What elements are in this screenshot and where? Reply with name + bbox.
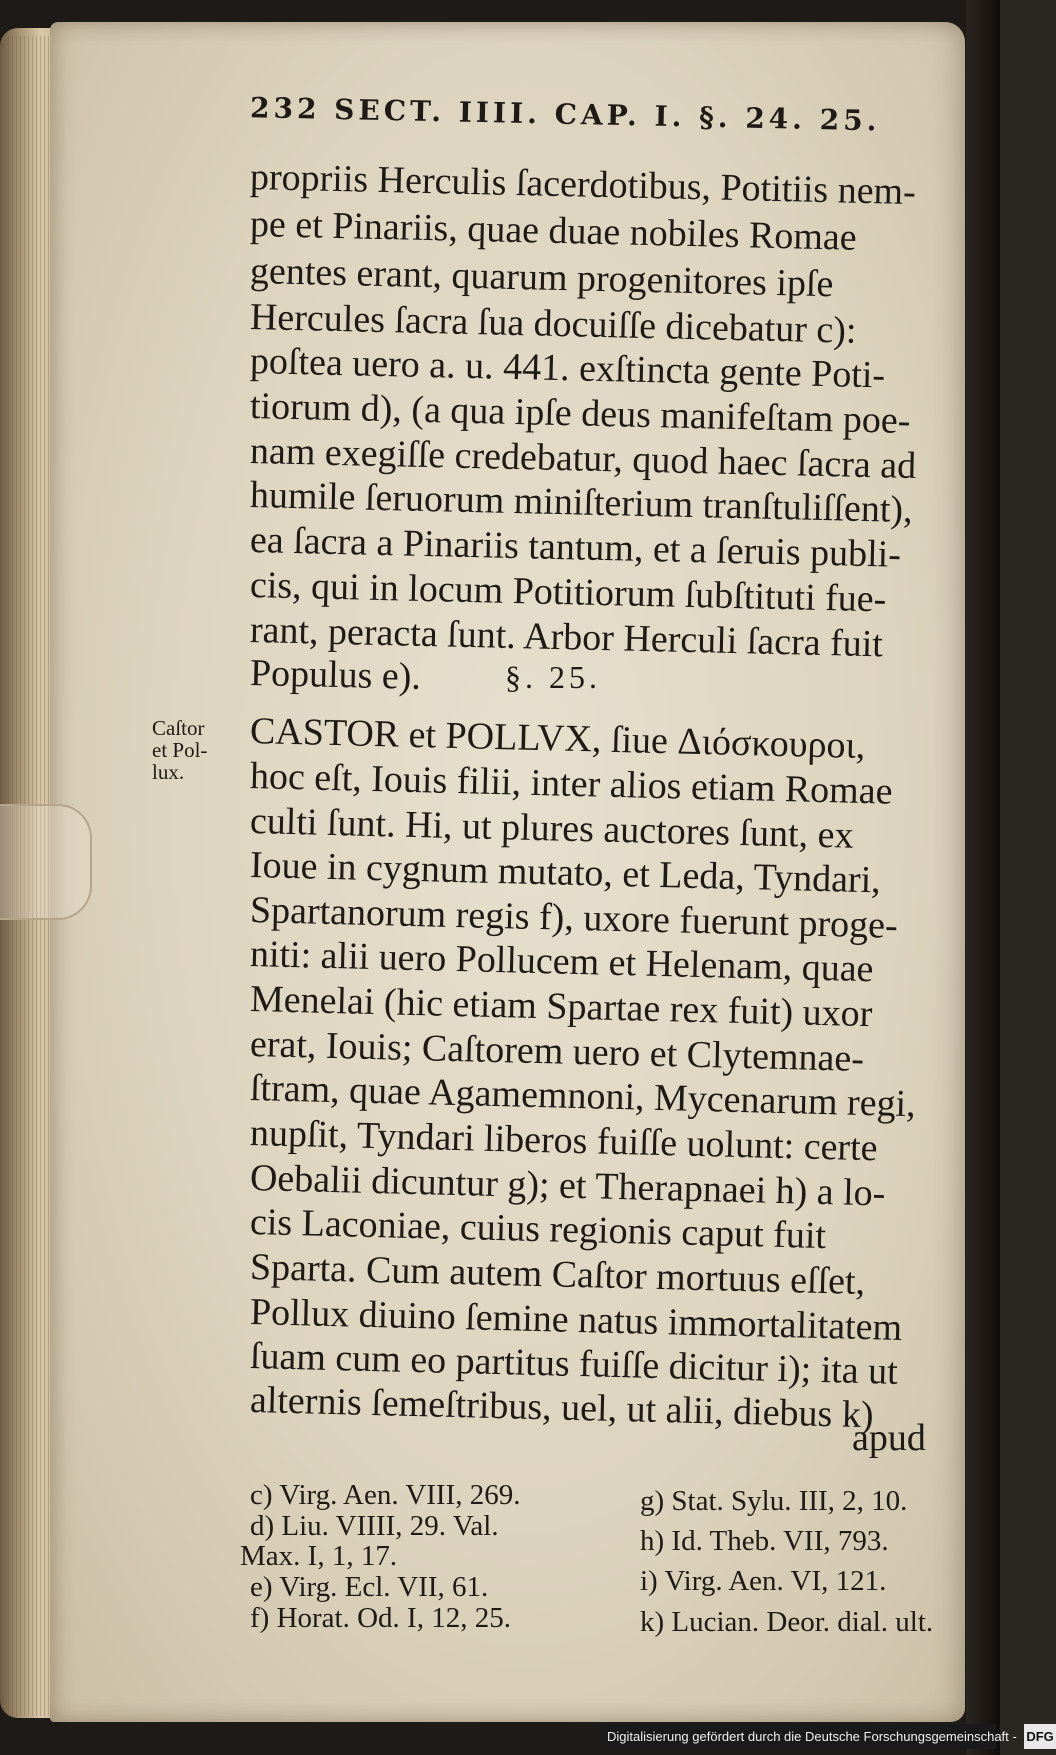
footnote-left: f) Horat. Od. I, 12, 25. [250, 1602, 511, 1634]
body-line: nam exegiſſe credebatur, quod haec ſacra ad [249, 430, 917, 488]
body-line: gentes erant, quarum progenitores ipſe [249, 250, 834, 306]
footnote-right: g) Stat. Sylu. III, 2, 10. [640, 1485, 908, 1517]
section-body-line: alternis ſemeſtribus, uel, ut alii, diebus k) [249, 1379, 875, 1437]
section-body-line: erat, Iouis; Caſtorem uero et Clytemnae- [249, 1023, 865, 1080]
footnote-left: Max. I, 1, 17. [240, 1540, 398, 1572]
footnote-left: d) Liu. VIIII, 29. Val. [250, 1510, 499, 1542]
body-line: propriis Herculis ſacerdotibus, Potitiis nem- [249, 156, 917, 214]
section-body-line: Pollux diuino ſemine natus immortalitatem [249, 1291, 903, 1349]
body-line: ea ſacra a Pinariis tantum, et a ſeruis publi- [249, 519, 902, 576]
footnote-left: c) Virg. Aen. VIII, 269. [250, 1479, 521, 1511]
section-body-line: CASTOR et POLLVX, ſiue Διόσκουροι, [249, 710, 866, 768]
section-body-line: hoc eſt, Iouis filii, inter alios etiam Romae [249, 755, 894, 813]
section-body-line: Spartanorum regis f), uxore fuerunt proge- [249, 889, 899, 947]
section-body-line: niti: alii uero Pollucem et Helenam, quae [249, 933, 874, 991]
body-line: Populus e). [249, 652, 422, 698]
section-body-line: ſuam cum eo partitus fuiſſe dicitur i); ita ut [249, 1335, 899, 1393]
catchword: apud [852, 1417, 926, 1459]
section-body-line: nupſit, Tyndari liberos fuiſſe uolunt: certe [249, 1112, 879, 1170]
section-body-line: culti ſunt. Hi, ut plures auctores ſunt, ex [249, 800, 855, 857]
footnote-left: e) Virg. Ecl. VII, 61. [250, 1571, 489, 1603]
dfg-logo: DFG [1024, 1724, 1055, 1749]
footnote-right: h) Id. Theb. VII, 793. [640, 1525, 889, 1557]
section-body-line: cis Laconiae, cuius regionis caput fuit [249, 1201, 827, 1258]
body-line: tiorum d), (a qua ipſe deus manifeſtam poe- [249, 385, 911, 442]
body-line: poſtea uero a. u. 441. exſtincta gente Poti- [249, 340, 886, 397]
running-header: 232 SECT. IIII. CAP. I. §. 24. 25. [249, 91, 881, 138]
body-line: pe et Pinariis, quae duae nobiles Romae [249, 203, 858, 259]
section-body-line: ſtram, quae Agamemnoni, Mycenarum regi, [249, 1067, 917, 1126]
section-body-line: Menelai (hic etiam Spartae rex fuit) uxor [249, 978, 873, 1036]
section-body-line: Ioue in cygnum mutato, et Leda, Tyndari, [249, 844, 882, 902]
body-line: rant, peracta ſunt. Arbor Herculi ſacra fuit [249, 609, 884, 666]
digitization-credit [601, 1724, 1054, 1749]
section-body-line: Sparta. Cum autem Caſtor mortuus eſſet, [249, 1246, 866, 1304]
body-line: humile ſeruorum miniſterium tranſtuliſſent), [249, 474, 914, 532]
body-line: cis, qui in locum Potitiorum ſubſtituti fue- [249, 564, 887, 621]
section-body-line: Oebalii dicuntur g); et Therapnaei h) a lo- [249, 1157, 886, 1215]
credit-text: Digitalisierung gefördert durch die Deutsche Forschungsgemeinschaft - [607, 1729, 1017, 1744]
dark-right-edge [966, 0, 1000, 1755]
footnote-right: k) Lucian. Deor. dial. ult. [640, 1606, 934, 1638]
footnote-right: i) Virg. Aen. VI, 121. [640, 1565, 887, 1597]
section-title: §. 25. [505, 659, 601, 695]
body-line: Hercules ſacra ſua docuiſſe dicebatur c): [249, 296, 857, 352]
margin-note: Caſtor et Pol- lux. [152, 716, 208, 784]
page-clip [0, 804, 92, 920]
